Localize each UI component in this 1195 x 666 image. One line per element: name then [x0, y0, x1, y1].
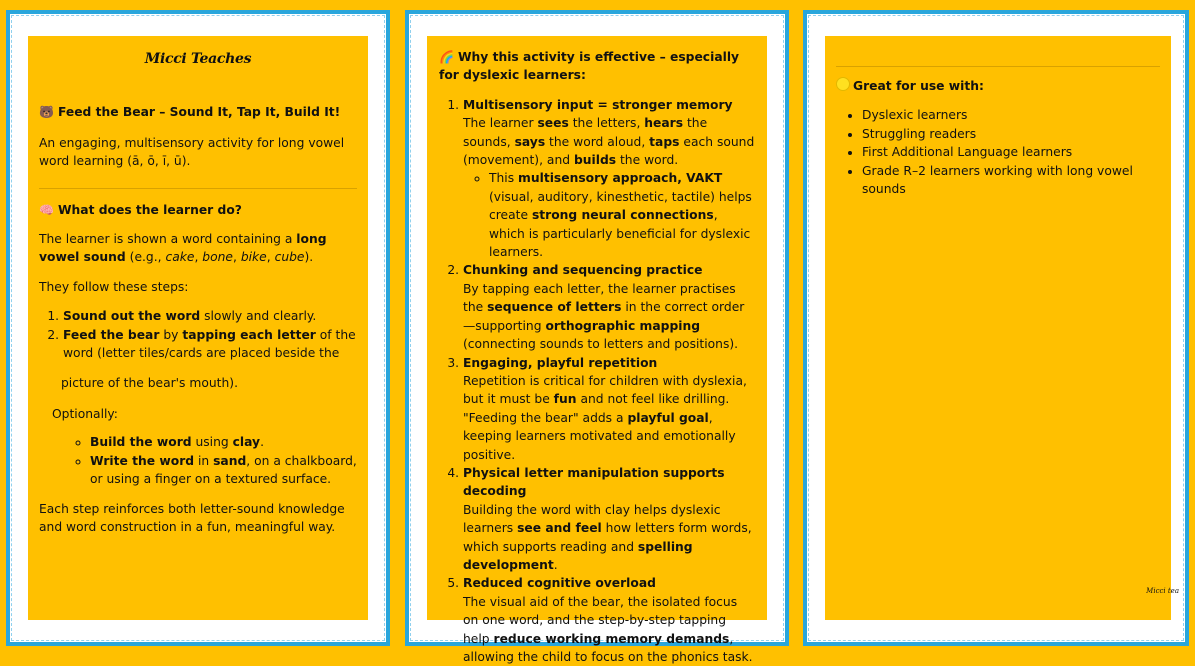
panel-activity-content [28, 36, 368, 620]
list-item: ◦ Build the word using clay. [90, 433, 357, 451]
optional-label: Optionally: [52, 406, 118, 421]
panel-use-with [803, 10, 1189, 646]
list-item: 1. Sound out the word slowly and clearly. [63, 307, 357, 325]
list-item: • Dyslexic learners [862, 106, 1160, 124]
panel-effectiveness [405, 10, 789, 664]
use-with-title: Great for use with: [836, 77, 1160, 95]
panel-use-with-content [825, 36, 1179, 620]
use-with-list [836, 106, 1160, 198]
activity-title: 🐻 Feed the Bear – Sound It, Tap It, Build It! [39, 105, 341, 120]
rainbow-icon: 🌈 [439, 50, 454, 64]
list-item: • Struggling readers [862, 125, 1160, 143]
yellow-circle-icon [836, 77, 850, 91]
steps-intro: They follow these steps: [39, 279, 189, 294]
footer-note: Micci tea [1146, 586, 1179, 595]
list-item: 2. Chunking and sequencing practice By tapping each letter, the learner practises the sequence of letters in the correct order—supporting orthographic mapping (connecting sounds to letters and positions). [463, 261, 755, 353]
section-title: 🧠 What does the learner do? [39, 202, 242, 217]
list-item: 2. Feed the bear by tapping each letter of the word (letter tiles/cards are placed beside the [63, 326, 357, 363]
closing-text: Each step reinforces both letter-sound knowledge and word construction in a fun, meaningful way. [39, 501, 345, 534]
bear-icon: 🐻 [39, 105, 54, 120]
optional-list [39, 433, 357, 488]
list-item: 5. Reduced cognitive overload The visual aid of the bear, the isolated focus on one word, and the step-by-step tapping help reduce working memory demands, allowing the child to focus on the phonics task. [463, 574, 755, 666]
reasons-list [439, 96, 755, 666]
list-item: 4. Physical letter manipulation supports decoding Building the word with clay helps dyslexic learners see and feel how letters form words, which supports reading and spelling development. [463, 464, 755, 574]
brand-title: Micci Teaches [144, 51, 252, 67]
activity-intro: An engaging, multisensory activity for long vowel word learning (ā, ō, ī, ū). [39, 135, 345, 169]
list-item: • Grade R–2 learners working with long vowel sounds [862, 162, 1160, 199]
effectiveness-title: 🌈 Why this activity is effective – especially for dyslexic learners: [439, 50, 740, 83]
list-item: 3. Engaging, playful repetition Repetition is critical for children with dyslexia, but it must be fun and not feel like drilling. "Feeding the bear" adds a playful goal, keeping learners motivated and emotionally positive. [463, 354, 755, 464]
panel-activity [6, 10, 390, 646]
list-item: • First Additional Language learners [862, 143, 1160, 161]
steps-list [39, 307, 357, 362]
list-item: 1. Multisensory input = stronger memory The learner sees the letters, hears the sounds, says the word aloud, taps each sound (movement), and builds the word. ◦ This multisensory approach, VAKT (visual, auditory, kinesthetic, tactile) helps create strong neural connections, which is particularly beneficial for dyslexic learners. [463, 96, 755, 262]
list-item: ◦ This multisensory approach, VAKT (visual, auditory, kinesthetic, tactile) helps create strong neural connections, which is particularly beneficial for dyslexic learners. [489, 169, 755, 261]
word-shown-text: The learner is shown a word containing a long vowel sound (e.g., cake, bone, bike, cube). [39, 232, 327, 265]
step2-continuation: picture of the bear's mouth). [61, 376, 238, 391]
brain-icon: 🧠 [39, 202, 54, 217]
sub-list [463, 169, 755, 261]
list-item: ◦ Write the word in sand, on a chalkboard, or using a finger on a textured surface. [90, 452, 357, 489]
panel-effectiveness-content [427, 36, 767, 664]
